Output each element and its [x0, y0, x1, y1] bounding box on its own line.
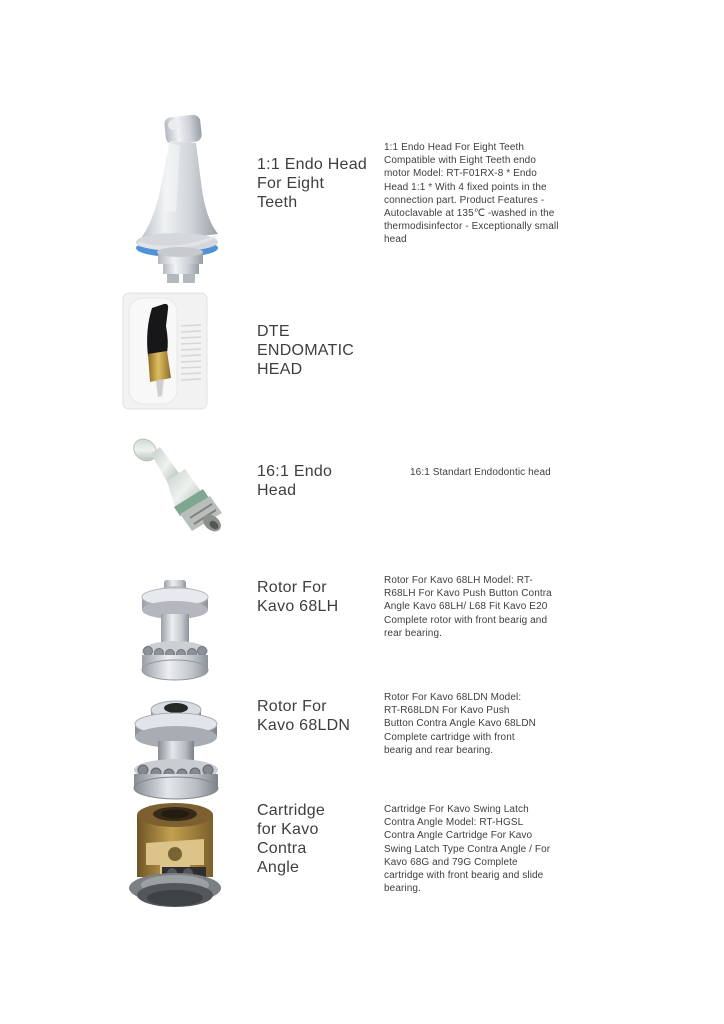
- cartridge-kavo-contra-angle-image[interactable]: [116, 799, 234, 917]
- endo-head-16-1-image[interactable]: [124, 436, 232, 536]
- product-description: Rotor For Kavo 68LDN Model: RT-R68LDN For Kavo Push Button Contra Angle Kavo 68LDN Complete cartridge with front bearig and rear bearing.: [384, 692, 536, 756]
- product-description: Cartridge For Kavo Swing Latch Contra Angle Model: RT-HGSL Contra Angle Cartridge For Kavo Swing Latch Type Contra Angle / For Kavo 68G and 79G Complete cartridge with front bearig and slide bearing.: [384, 804, 551, 895]
- dte-endomatic-head-image[interactable]: [122, 292, 208, 410]
- product-title[interactable]: Rotor For Kavo 68LDN: [257, 698, 351, 734]
- product-title[interactable]: Cartridge for Kavo Contra Angle: [257, 802, 326, 876]
- endo-head-1-1-image[interactable]: [128, 112, 233, 290]
- product-title[interactable]: 1:1 Endo Head For Eight Teeth: [257, 156, 367, 211]
- rotor-kavo-68ldn-image[interactable]: [116, 694, 236, 802]
- product-description: 16:1 Standart Endodontic head: [410, 467, 551, 478]
- rotor-kavo-68lh-image[interactable]: [128, 577, 223, 685]
- product-title[interactable]: Rotor For Kavo 68LH: [257, 579, 339, 615]
- product-description: 1:1 Endo Head For Eight Teeth Compatible with Eight Teeth endo motor Model: RT-F01RX-8 * Endo Head 1:1 * With 4 fixed points in the connection part. Product Features -Autoclavable at 135℃ -washed in the thermodisinfector - Exceptionally small head: [384, 142, 559, 246]
- product-description: Rotor For Kavo 68LH Model: RT-R68LH For Kavo Push Button Contra Angle Kavo 68LH/ L68 Fit Kavo E20 Complete rotor with front bearig and rear bearing.: [384, 575, 552, 639]
- product-title[interactable]: 16:1 Endo Head: [257, 463, 333, 499]
- product-title[interactable]: DTE ENDOMATIC HEAD: [257, 323, 355, 378]
